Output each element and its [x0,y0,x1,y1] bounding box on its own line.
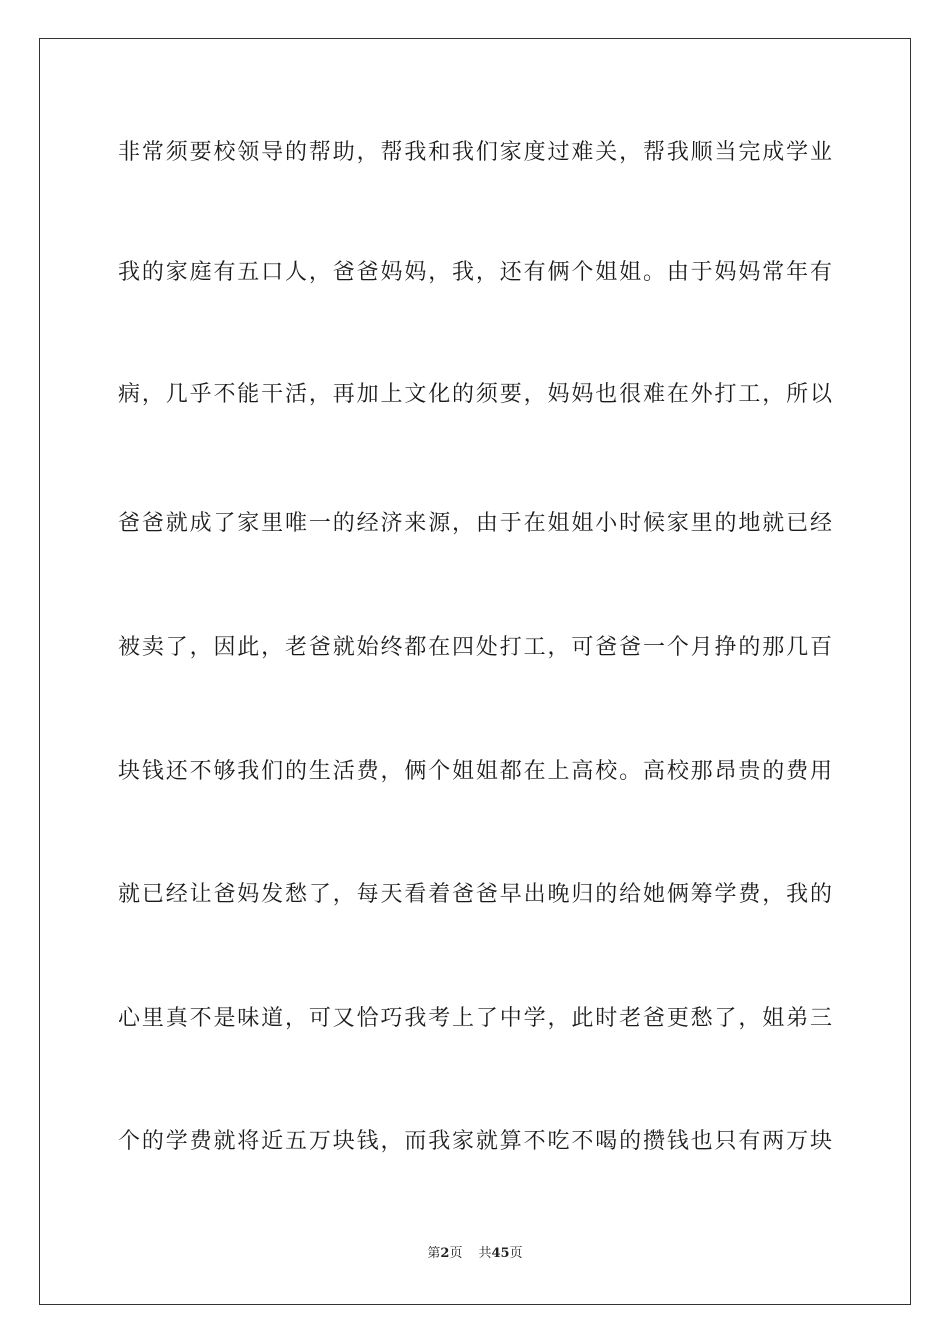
body-line-2: 我的家庭有五口人，爸爸妈妈，我，还有俩个姐姐。由于妈妈常年有 [118,260,832,285]
total-suffix: 页 [509,1246,523,1261]
body-line-1: 非常须要校领导的帮助，帮我和我们家度过难关，帮我顺当完成学业 [118,140,832,165]
page-footer [0,1245,950,1263]
body-line-6: 块钱还不够我们的生活费，俩个姐姐都在上高校。高校那昂贵的费用 [118,759,832,784]
page-number: 2 [440,1246,450,1261]
total-prefix: 共 [478,1246,492,1261]
body-line-4: 爸爸就成了家里唯一的经济来源，由于在姐姐小时候家里的地就已经 [118,511,832,536]
body-line-3: 病，几乎不能干活，再加上文化的须要，妈妈也很难在外打工，所以 [118,382,832,407]
page-frame [39,38,911,1305]
body-line-7: 就已经让爸妈发愁了，每天看着爸爸早出晚归的给她俩筹学费，我的 [118,882,832,907]
body-line-9: 个的学费就将近五万块钱，而我家就算不吃不喝的攒钱也只有两万块 [118,1129,832,1154]
page-prefix: 第 [427,1246,441,1261]
body-line-8: 心里真不是味道，可又恰巧我考上了中学，此时老爸更愁了，姐弟三 [118,1006,832,1031]
body-line-5: 被卖了，因此，老爸就始终都在四处打工，可爸爸一个月挣的那几百 [118,635,832,660]
total-pages: 45 [491,1246,510,1261]
page-suffix: 页 [449,1246,463,1261]
